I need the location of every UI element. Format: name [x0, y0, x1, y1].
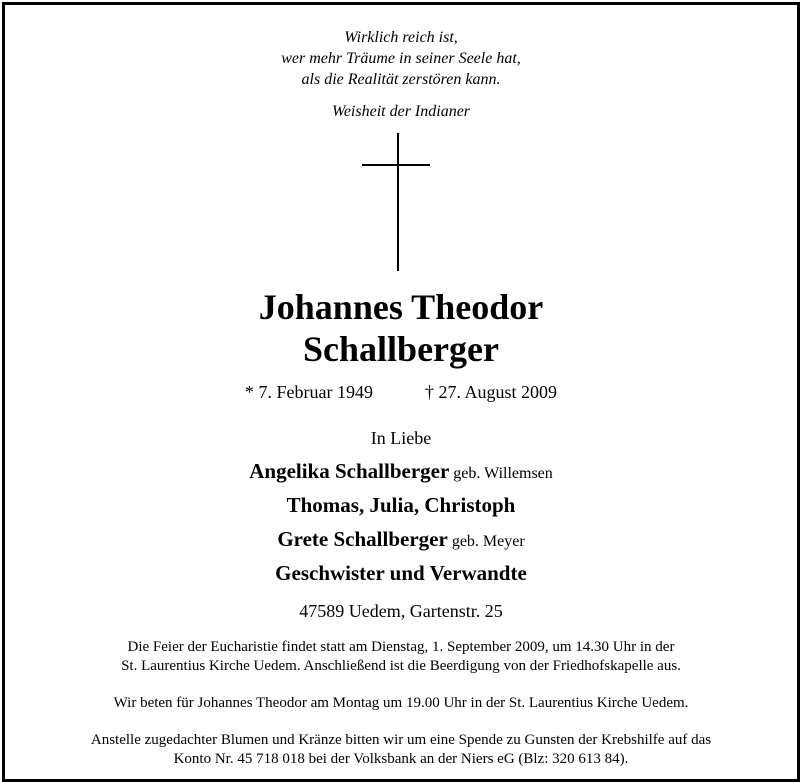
donation-notice-line-1: Anstelle zugedachter Blumen und Kränze bitten wir um eine Spende zu Gunsten der Krebshilfe auf das: [90, 732, 712, 748]
mourners-intro: In Liebe: [370, 428, 432, 448]
prayer-notice: Wir beten für Johannes Theodor am Montag um 19.00 Uhr in der St. Laurentius Kirche Uedem.: [113, 695, 689, 711]
service-notice-line-2: St. Laurentius Kirche Uedem. Anschließend ist die Beerdigung von der Friedhofskapelle aus.: [121, 658, 681, 674]
mourner-entry: [5, 561, 797, 586]
deceased-name-last: Schallberger: [303, 329, 499, 369]
mourner-name: Thomas, Julia, Christoph: [286, 493, 516, 517]
mourner-entry: [5, 459, 797, 484]
motto-line-1: Wirklich reich ist,: [344, 29, 458, 46]
mourner-name: Geschwister und Verwandte: [275, 561, 527, 585]
motto-line-3: als die Realität zerstören kann.: [301, 71, 501, 88]
obituary-notice: [2, 2, 800, 782]
deceased-name-first: Johannes Theodor: [258, 287, 544, 327]
life-dates: [5, 382, 797, 403]
donation-notice-line-2: Konto Nr. 45 718 018 bei der Volksbank an der Niers eG (Blz: 320 613 84).: [173, 751, 629, 767]
maiden-name-note: geb. Meyer: [451, 533, 525, 550]
motto-source: Weisheit der Indianer: [331, 103, 471, 120]
mourner-entry: [5, 527, 797, 552]
mourner-name: Angelika Schallberger: [249, 459, 450, 483]
service-notice-line-1: Die Feier der Eucharistie findet statt am Dienstag, 1. September 2009, um 14.30 Uhr in der: [127, 639, 675, 655]
family-address: 47589 Uedem, Gartenstr. 25: [299, 601, 503, 621]
birth-date: * 7. Februar 1949: [245, 382, 373, 402]
death-date: † 27. August 2009: [424, 382, 557, 402]
mourner-name: Grete Schallberger: [277, 527, 448, 551]
maiden-name-note: geb. Willemsen: [453, 465, 553, 482]
motto-line-2: wer mehr Träume in seiner Seele hat,: [281, 50, 521, 67]
mourner-entry: [5, 493, 797, 518]
